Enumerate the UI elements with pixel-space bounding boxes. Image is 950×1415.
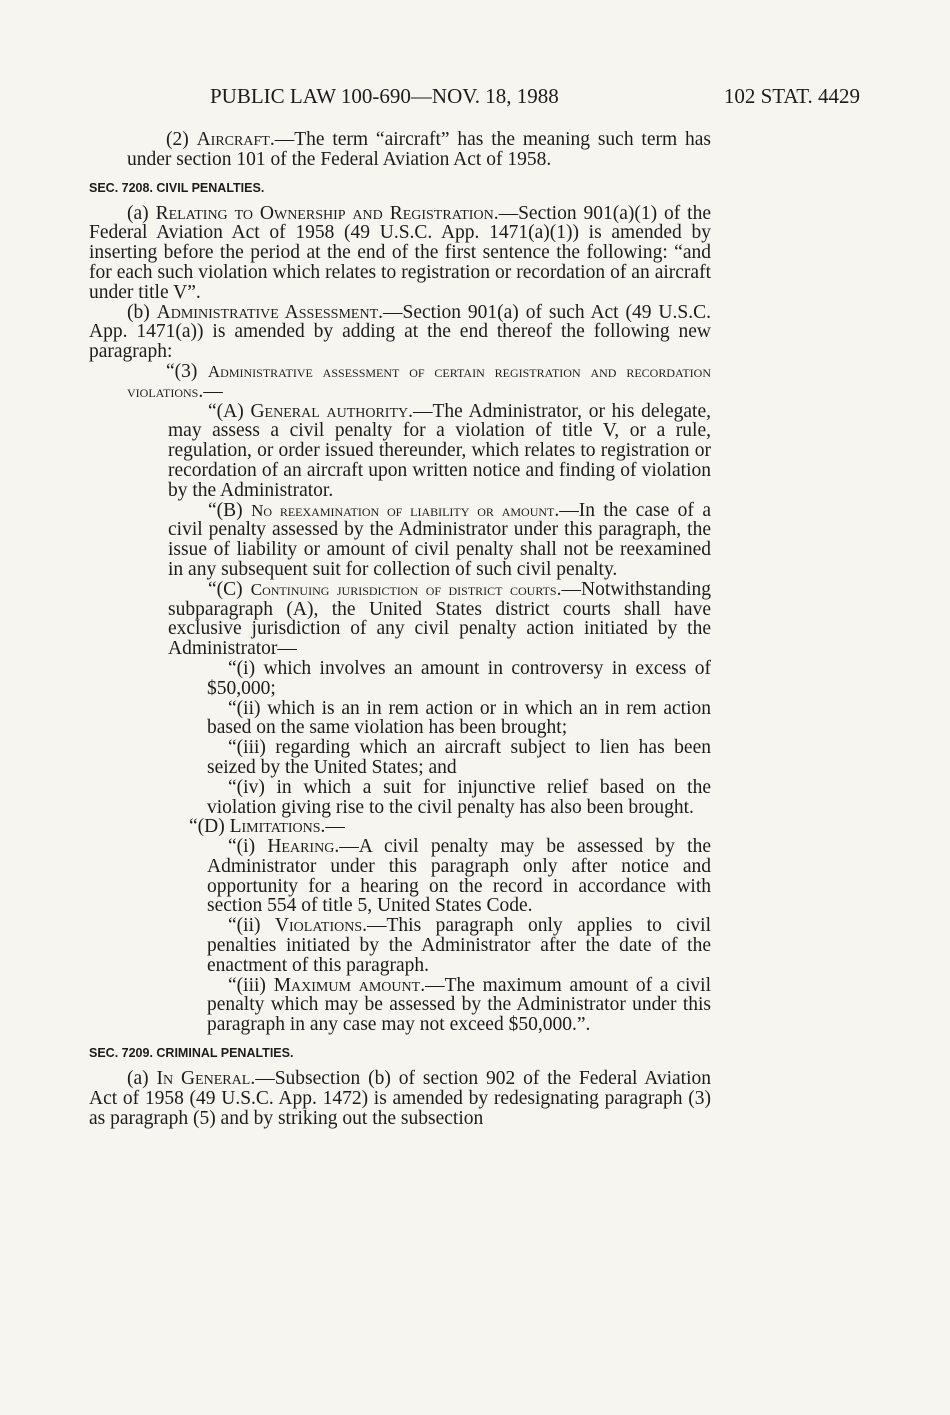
clause-c-ii: “(ii) which is an in rem action or in which an in rem action based on the same violation has been brought; <box>207 697 711 739</box>
paragraph-text: .—A civil penalty may be assessed by the Administrator under this paragraph only after notice and opportunity for a hearing on the record in accordance with section 554 of title 5, United States Code. <box>207 836 712 917</box>
paragraph-heading: Administrative assessment of certain registration and recordation violations <box>127 361 711 401</box>
paragraph-lead: “(i) <box>228 836 268 858</box>
subparagraph-d-limitations <box>168 817 711 837</box>
clause-d-iii-maximum-amount <box>207 976 711 1035</box>
paragraph-heading: Maximum amount <box>273 974 421 996</box>
paragraph-3-administrative-assessment <box>127 362 711 402</box>
paragraph-lead: (b) <box>127 301 157 323</box>
paragraph-text: .—The maximum amount of a civil penalty which may be assessed by the Administrator under this paragraph in any case may not exceed $50,000.”. <box>207 974 711 1036</box>
page-header <box>210 80 860 112</box>
subsection-a-registration <box>89 204 711 303</box>
document-body <box>89 130 711 1128</box>
paragraph-lead: “(3) <box>166 360 208 382</box>
paragraph-heading: Administrative Assessment <box>156 301 379 323</box>
subparagraph-c-continuing-jurisdiction <box>168 580 711 659</box>
paragraph-heading: Continuing jurisdiction of district courts <box>250 579 557 599</box>
paragraph-lead: (a) <box>127 1068 157 1090</box>
paragraph-heading: Limitations <box>229 816 321 838</box>
paragraph-heading: Violations <box>274 915 363 937</box>
paragraph-lead: “(A) <box>208 400 251 422</box>
paragraph-text: .—The Administrator, or his delegate, may assess a civil penalty for a violation of title V, or a rule, regulation, or order issued thereunder, which relates to registration or recordation of an aircraft upon written notice and finding of violation by the Administrator. <box>168 400 711 501</box>
paragraph-text: .—Notwithstanding subparagraph (A), the United States district courts shall have exclusive jurisdiction of any civil penalty action initiated by the Administrator— <box>168 578 711 660</box>
paragraph-lead: (a) <box>127 202 156 224</box>
paragraph-lead: “(B) <box>208 499 252 521</box>
paragraph-text: .—Subsection (b) of section 902 of the Federal Aviation Act of 1958 (49 U.S.C. App. 1472) is amended by redesignating paragraph (3) as paragraph (5) and by striking out the subsection <box>89 1068 711 1129</box>
subsection-b-administrative-assessment <box>89 303 711 362</box>
section-heading-7209: SEC. 7209. CRIMINAL PENALTIES. <box>89 1046 294 1061</box>
subparagraph-a-general-authority <box>168 402 711 501</box>
paragraph-text: .— <box>320 816 345 838</box>
paragraph-2-aircraft <box>127 130 711 170</box>
paragraph-text: .—The term “aircraft” has the meaning such term has under section 101 of the Federal Aviation Act of 1958. <box>127 129 711 170</box>
paragraph-lead: (2) <box>166 129 197 150</box>
paragraph-heading: General authority <box>250 400 409 422</box>
paragraph-lead: “(C) <box>208 578 251 600</box>
paragraph-heading: In General <box>156 1068 251 1090</box>
paragraph-heading: Aircraft <box>196 129 270 150</box>
paragraph-lead: “(ii) <box>228 915 275 937</box>
paragraph-lead: “(iii) <box>228 974 274 996</box>
clause-d-ii-violations <box>207 916 711 975</box>
clause-c-iii: “(iii) regarding which an aircraft subject to lien has been seized by the United States; and <box>207 737 711 778</box>
paragraph-text: .— <box>198 380 223 402</box>
public-law-citation: PUBLIC LAW 100-690—NOV. 18, 1988 <box>210 84 559 108</box>
clause-c-i: “(i) which involves an amount in controversy in excess of $50,000; <box>207 657 711 699</box>
paragraph-text: .—Section 901(a)(1) of the Federal Aviation Act of 1958 (49 U.S.C. App. 1471(a)(1)) is amended by inserting before the period at the end of the first sentence the following: “and for each such violation which relates to registration or recordation of an aircraft under title V”. <box>89 202 712 303</box>
paragraph-text: .—Section 901(a) of such Act (49 U.S.C. App. 1471(a)) is amended by adding at the end thereof the following new paragraph: <box>89 301 711 363</box>
paragraph-heading: No reexamination of liability or amount <box>251 500 555 520</box>
clause-d-i-hearing <box>207 837 711 916</box>
section-heading-7208: SEC. 7208. CIVIL PENALTIES. <box>89 180 265 195</box>
paragraph-text: .—In the case of a civil penalty assessed by the Administrator under this paragraph, the issue of liability or amount of civil penalty shall not be reexamined in any subsequent suit for collection of such civil penalty. <box>168 499 711 580</box>
statute-page-number: 102 STAT. 4429 <box>723 84 860 108</box>
paragraph-heading: Hearing <box>267 836 335 858</box>
paragraph-text: .—This paragraph only applies to civil penalties initiated by the Administrator after the date of the enactment of this paragraph. <box>207 915 711 976</box>
subparagraph-b-no-reexamination <box>168 501 711 580</box>
paragraph-heading: Relating to Ownership and Registration <box>155 202 494 224</box>
paragraph-lead: “(D) <box>189 816 230 838</box>
subsection-a-in-general <box>89 1069 711 1128</box>
clause-c-iv: “(iv) in which a suit for injunctive relief based on the violation giving rise to the civil penalty has also been brought. <box>207 776 711 818</box>
